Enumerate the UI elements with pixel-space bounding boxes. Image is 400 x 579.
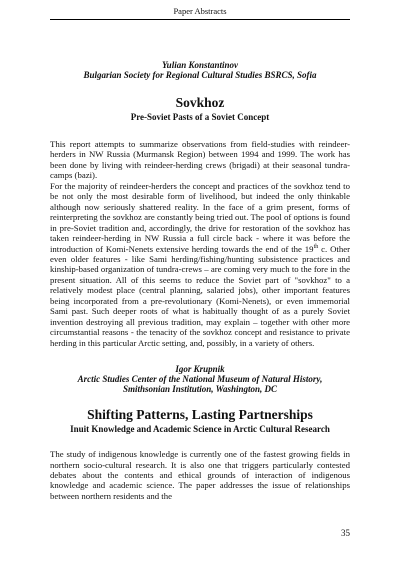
abstract-subtitle: Pre-Soviet Pasts of a Soviet Concept xyxy=(130,112,270,122)
paragraph-text: c. Other even older features - like Sami herding/fishing/hunting subsistence practices and kinship-based organization of tundra-crews – are coming very much to the fore in the present situation. All of this seems to reduce the Soviet part of "sovkhoz" to a relatively modest place (central planning, salaried jobs), other important features being incorporated from a pre-revolutionary (Komi-Nenets), or even immemorial Sami past. Such deeper roots of what is habitually thought of as a purely Soviet invention destroying all previous tradition, may explain – together with other more circumstantial reasons - the tenacity of the sovkhoz concept and resistance to private herding in this particular Arctic setting, and, possibly, in a variety of others. xyxy=(50,243,350,348)
author-affiliation-line: Arctic Studies Center of the National Museum of Natural History, xyxy=(77,374,323,385)
abstract-konstantinov xyxy=(50,60,350,348)
abstract-body xyxy=(50,139,350,348)
abstract-title: Shifting Patterns, Lasting Partnerships xyxy=(87,407,313,423)
author-affiliation: Bulgarian Society for Regional Cultural Studies BSRCS, Sofia xyxy=(83,70,317,80)
abstract-title: Sovkhoz xyxy=(175,95,225,110)
ordinal-superscript: th xyxy=(313,243,319,250)
author-name: Igor Krupnik xyxy=(175,364,225,375)
page-number: 35 xyxy=(341,528,350,538)
author-affiliation-line: Smithsonian Institution, Washington, DC xyxy=(123,384,277,395)
running-head: Paper Abstracts xyxy=(173,6,227,16)
header-rule xyxy=(50,19,350,20)
paragraph-text: For the majority of reindeer-herders the concept and practices of the sovkhoz tend to be not only the most desirable form of livelihood, but indeed the only thinkable although now seriously shattered reality. In the face of a grim present, forms of reinterpreting the sovkhoz are constantly being tried out. The pool of options is found in pre-Soviet tradition and, accordingly, the drive for restoration of the sovkhoz has taken reindeer-herding in NW Russia a full circle back - where it was before the introduction of Komi-Nenets extensive herding towards the end of the 19 xyxy=(50,180,350,254)
abstract-subtitle: Inuit Knowledge and Academic Science in Arctic Cultural Research xyxy=(70,424,330,435)
abstract-body xyxy=(50,449,350,501)
author-name: Yulian Konstantinov xyxy=(162,60,238,70)
abstract-paragraph xyxy=(50,181,350,348)
page-content xyxy=(50,60,350,501)
abstract-paragraph: The study of indigenous knowledge is currently one of the fastest growing fields in northern socio-cultural research. It is also one that triggers particularly contested debates about the contents and ethical grounds of interaction of indigenous knowledge and academic science. The paper addresses the issue of relationships between northern residents and the xyxy=(50,449,350,501)
abstract-krupnik xyxy=(50,364,350,501)
abstract-paragraph: This report attempts to summarize observations from field-studies with reindeer-herders in NW Russia (Murmansk Region) between 1994 and 1999. The work has been done by living with reindeer-herding crews (brigadi) at their seasonal tundra-camps (bazi). xyxy=(50,139,350,181)
